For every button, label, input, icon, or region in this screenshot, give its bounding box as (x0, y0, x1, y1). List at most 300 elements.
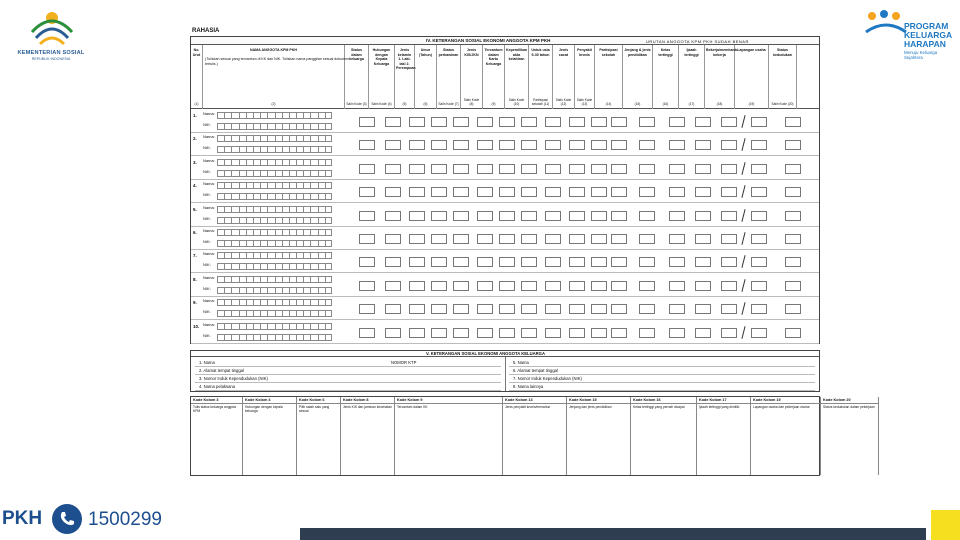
code-column-title: Kode Kolom 4 (243, 397, 296, 404)
code-input-box[interactable] (453, 187, 469, 197)
name-input[interactable] (217, 299, 332, 306)
name-input[interactable] (217, 252, 332, 259)
column-header-code: (17) (688, 102, 695, 106)
row-number: 10. (193, 323, 200, 329)
code-input-box[interactable] (751, 164, 767, 174)
code-input-box[interactable] (431, 140, 447, 150)
nik-input[interactable] (217, 170, 332, 177)
code-input-box[interactable] (695, 164, 711, 174)
code-input-box[interactable] (431, 187, 447, 197)
code-input-box[interactable] (409, 164, 425, 174)
sub-left-field: 4. Nama pelaksana (199, 384, 236, 389)
code-input-box[interactable] (359, 257, 375, 267)
column-header-code: (18) (716, 102, 723, 106)
sub-right-field: 5. Nama (513, 360, 529, 365)
code-input-box[interactable] (477, 257, 493, 267)
column-headers (191, 45, 819, 109)
code-input-box[interactable] (521, 234, 537, 244)
sub-rule (509, 390, 815, 391)
code-input-box[interactable] (477, 281, 493, 291)
code-input-box[interactable] (721, 257, 737, 267)
pkh-form-document (190, 28, 875, 448)
code-input-box[interactable] (611, 234, 627, 244)
column-header-code: Salin Kode (10) (508, 98, 525, 106)
name-label: Nama: (203, 321, 215, 327)
code-column (503, 397, 567, 475)
column-header-code: (19) (748, 102, 755, 106)
code-input-box[interactable] (477, 140, 493, 150)
code-input-box[interactable] (359, 281, 375, 291)
code-input-box[interactable] (477, 211, 493, 221)
code-input-box[interactable] (721, 304, 737, 314)
member-row (191, 179, 819, 203)
code-input-box[interactable] (785, 328, 801, 338)
code-input-box[interactable] (569, 281, 585, 291)
code-input-box[interactable] (409, 140, 425, 150)
code-input-box[interactable] (359, 164, 375, 174)
sub-left-field: 2. Alamat tempat tinggal (199, 368, 244, 373)
nik-label: NIK: (203, 168, 211, 174)
code-input-box[interactable] (669, 328, 685, 338)
code-input-box[interactable] (639, 304, 655, 314)
code-input-box[interactable] (785, 211, 801, 221)
code-column-body: Jenis penyakit kronis/menahun (505, 405, 551, 409)
nik-input[interactable] (217, 263, 332, 270)
code-column-body: Lapangan usaha dari pekerjaan utama (753, 405, 810, 409)
code-input-box[interactable] (669, 117, 685, 127)
code-input-box[interactable] (695, 187, 711, 197)
code-input-box[interactable] (545, 304, 561, 314)
code-input-box[interactable] (359, 140, 375, 150)
code-input-box[interactable] (431, 328, 447, 338)
code-input-box[interactable] (499, 234, 515, 244)
column-header-code: Salin Kode (3) (346, 102, 367, 106)
code-input-box[interactable] (639, 234, 655, 244)
code-input-box[interactable] (385, 187, 401, 197)
code-input-box[interactable] (431, 281, 447, 291)
code-input-box[interactable] (385, 257, 401, 267)
code-input-box[interactable] (591, 187, 607, 197)
code-input-box[interactable] (751, 328, 767, 338)
code-column (341, 397, 395, 475)
column-header-code: Salin Kode (12) (555, 98, 572, 106)
code-input-box[interactable] (521, 164, 537, 174)
code-input-box[interactable] (721, 164, 737, 174)
code-input-box[interactable] (453, 257, 469, 267)
code-input-box[interactable] (669, 281, 685, 291)
member-row (191, 296, 819, 320)
column-header-label: Jenjang & jenis pendidikan (624, 48, 651, 57)
code-input-box[interactable] (499, 328, 515, 338)
row-number: 1. (193, 113, 197, 118)
code-input-box[interactable] (591, 257, 607, 267)
section-right-title: URUTAN ANGGOTA KPM PKH SUDAH BENAR (646, 39, 749, 44)
column-header-code: (9) (491, 102, 496, 106)
code-input-box[interactable] (499, 304, 515, 314)
code-input-box[interactable] (639, 328, 655, 338)
code-input-box[interactable] (453, 234, 469, 244)
code-column-body: Kelas tertinggi yang pernah dicapai (633, 405, 685, 409)
code-column-title: Kode Kolom 19 (751, 397, 820, 404)
code-input-box[interactable] (453, 328, 469, 338)
date-separator (741, 279, 745, 292)
code-input-box[interactable] (721, 117, 737, 127)
code-input-box[interactable] (521, 328, 537, 338)
column-header-6 (415, 45, 437, 109)
code-input-box[interactable] (385, 281, 401, 291)
date-separator (741, 209, 745, 222)
code-input-box[interactable] (431, 304, 447, 314)
code-input-box[interactable] (477, 164, 493, 174)
code-input-box[interactable] (785, 140, 801, 150)
code-input-box[interactable] (751, 257, 767, 267)
code-input-box[interactable] (611, 164, 627, 174)
code-column-body: Ijazah tertinggi yang dimiliki (699, 405, 740, 409)
code-input-box[interactable] (385, 328, 401, 338)
code-input-box[interactable] (785, 117, 801, 127)
sub-nik-label: NOMOR KTP (391, 360, 417, 365)
sub-right-field: 8. Nama lainnya (513, 384, 544, 389)
code-input-box[interactable] (545, 164, 561, 174)
code-column-body: Hubungan dengan kepala keluarga (245, 405, 283, 414)
code-input-box[interactable] (639, 257, 655, 267)
code-input-box[interactable] (359, 328, 375, 338)
sub-right-field: 6. Alamat tempat tinggal (513, 368, 558, 373)
name-input[interactable] (217, 229, 332, 236)
member-row (191, 249, 819, 273)
code-input-box[interactable] (499, 187, 515, 197)
date-separator (741, 255, 745, 268)
kemensos-emblem-icon (22, 6, 82, 50)
code-input-box[interactable] (695, 304, 711, 314)
code-input-box[interactable] (545, 187, 561, 197)
code-input-box[interactable] (359, 117, 375, 127)
code-input-box[interactable] (385, 211, 401, 221)
name-input[interactable] (217, 276, 332, 283)
code-input-box[interactable] (785, 187, 801, 197)
code-input-box[interactable] (751, 281, 767, 291)
name-input[interactable] (217, 112, 332, 119)
code-column (297, 397, 341, 475)
sub-rule (509, 382, 815, 383)
code-column-title: Kode Kolom 17 (697, 397, 750, 404)
sub-rule (195, 390, 501, 391)
code-input-box[interactable] (785, 257, 801, 267)
code-input-box[interactable] (669, 234, 685, 244)
pkh-logo-tagline: Menuju Keluarga Sejahtera (904, 50, 938, 60)
name-label: Nama: (203, 251, 215, 257)
code-input-box[interactable] (499, 257, 515, 267)
code-column-body: Jenis KIS dan jaminan kesehatan (343, 405, 392, 409)
code-column (631, 397, 697, 475)
code-input-box[interactable] (695, 281, 711, 291)
code-input-box[interactable] (477, 187, 493, 197)
code-input-box[interactable] (453, 164, 469, 174)
code-input-box[interactable] (569, 211, 585, 221)
name-label: Nama: (203, 157, 215, 163)
column-header-18 (705, 45, 739, 109)
column-header-label: Status perkawinan (438, 48, 459, 57)
code-input-box[interactable] (499, 281, 515, 291)
name-label: Nama: (203, 111, 215, 116)
code-input-box[interactable] (751, 187, 767, 197)
code-input-box[interactable] (569, 234, 585, 244)
code-input-box[interactable] (545, 140, 561, 150)
column-header-14 (595, 45, 623, 109)
name-input[interactable] (217, 182, 332, 189)
column-header-code: Partisipasi sekolah (11) (531, 98, 550, 106)
name-label: Nama: (203, 181, 215, 187)
code-input-box[interactable] (569, 187, 585, 197)
code-input-box[interactable] (639, 211, 655, 221)
code-input-box[interactable] (545, 257, 561, 267)
code-input-box[interactable] (751, 304, 767, 314)
code-input-box[interactable] (569, 164, 585, 174)
code-input-box[interactable] (409, 187, 425, 197)
column-header-label: Status dalam keluarga (349, 48, 364, 61)
column-header-4 (369, 45, 395, 109)
code-input-box[interactable] (431, 234, 447, 244)
code-input-box[interactable] (521, 117, 537, 127)
code-input-box[interactable] (385, 164, 401, 174)
code-input-box[interactable] (499, 164, 515, 174)
nik-label: NIK: (203, 239, 211, 244)
code-input-box[interactable] (569, 304, 585, 314)
code-input-box[interactable] (639, 281, 655, 291)
code-input-box[interactable] (385, 304, 401, 314)
code-input-box[interactable] (669, 140, 685, 150)
code-input-box[interactable] (611, 187, 627, 197)
code-input-box[interactable] (591, 164, 607, 174)
nik-input[interactable] (217, 146, 332, 153)
phone-icon (52, 504, 82, 534)
code-input-box[interactable] (639, 187, 655, 197)
code-input-box[interactable] (385, 140, 401, 150)
code-input-box[interactable] (751, 140, 767, 150)
code-input-box[interactable] (695, 257, 711, 267)
column-header-label: Hubungan dengan Kepala Keluarga (372, 48, 391, 66)
code-input-box[interactable] (611, 257, 627, 267)
code-column (697, 397, 751, 475)
code-input-box[interactable] (409, 211, 425, 221)
column-header-label: Lapangan usaha (737, 48, 766, 52)
code-input-box[interactable] (721, 328, 737, 338)
code-input-box[interactable] (591, 304, 607, 314)
code-input-box[interactable] (431, 164, 447, 174)
row-number: 3. (193, 159, 197, 165)
code-reference-table (190, 396, 875, 476)
code-input-box[interactable] (477, 117, 493, 127)
code-input-box[interactable] (785, 281, 801, 291)
code-input-box[interactable] (785, 304, 801, 314)
row-number: 9. (193, 300, 197, 306)
column-header-code: (16) (662, 102, 669, 106)
code-input-box[interactable] (431, 211, 447, 221)
name-input[interactable] (217, 135, 332, 142)
code-input-box[interactable] (359, 304, 375, 314)
code-input-box[interactable] (569, 257, 585, 267)
code-input-box[interactable] (751, 211, 767, 221)
code-input-box[interactable] (639, 140, 655, 150)
code-input-box[interactable] (721, 281, 737, 291)
nik-input[interactable] (217, 123, 332, 130)
code-input-box[interactable] (721, 234, 737, 244)
code-input-box[interactable] (611, 117, 627, 127)
column-header-label: No. Urut (192, 48, 201, 57)
code-input-box[interactable] (521, 140, 537, 150)
code-input-box[interactable] (545, 117, 561, 127)
date-separator (741, 326, 745, 339)
code-input-box[interactable] (591, 140, 607, 150)
code-input-box[interactable] (785, 234, 801, 244)
code-input-box[interactable] (409, 234, 425, 244)
code-input-box[interactable] (385, 234, 401, 244)
code-input-box[interactable] (611, 304, 627, 314)
column-header-code: Salin Kode (7) (438, 102, 459, 106)
code-input-box[interactable] (499, 140, 515, 150)
code-input-box[interactable] (409, 257, 425, 267)
code-input-box[interactable] (359, 234, 375, 244)
code-input-box[interactable] (569, 140, 585, 150)
code-input-box[interactable] (695, 117, 711, 127)
code-input-box[interactable] (639, 164, 655, 174)
code-input-box[interactable] (521, 187, 537, 197)
date-separator (741, 232, 745, 245)
code-input-box[interactable] (721, 211, 737, 221)
column-header-11 (529, 45, 553, 109)
code-input-box[interactable] (453, 304, 469, 314)
member-row (191, 203, 819, 227)
code-input-box[interactable] (591, 281, 607, 291)
nik-input[interactable] (217, 193, 332, 200)
column-header-15 (623, 45, 653, 109)
code-input-box[interactable] (611, 328, 627, 338)
column-header-8 (461, 45, 483, 109)
code-input-box[interactable] (477, 234, 493, 244)
code-input-box[interactable] (359, 187, 375, 197)
code-input-box[interactable] (385, 117, 401, 127)
column-header-code: (15) (634, 102, 641, 106)
code-input-box[interactable] (409, 328, 425, 338)
code-column-title: Kode Kolom 13 (503, 397, 566, 404)
kemensos-logo (10, 6, 92, 66)
row-number: 6. (193, 230, 197, 235)
code-column-body: Tulis status keluarga anggota KPM (193, 405, 236, 414)
row-number: 2. (193, 136, 197, 142)
code-input-box[interactable] (785, 164, 801, 174)
sub-left-field: 1. Nama (199, 360, 215, 365)
code-input-box[interactable] (639, 117, 655, 127)
column-header-code: Salin Kode (4) (371, 102, 392, 106)
code-input-box[interactable] (669, 164, 685, 174)
nik-input[interactable] (217, 310, 332, 317)
code-input-box[interactable] (669, 257, 685, 267)
name-input[interactable] (217, 206, 332, 213)
column-header-13 (575, 45, 595, 109)
code-input-box[interactable] (591, 117, 607, 127)
column-header-label: NAMA ANGGOTA KPM PKH (249, 48, 298, 52)
code-input-box[interactable] (453, 211, 469, 221)
code-input-box[interactable] (569, 328, 585, 338)
code-input-box[interactable] (521, 304, 537, 314)
form-title: RAHASIA (192, 28, 220, 34)
code-input-box[interactable] (545, 211, 561, 221)
name-input[interactable] (217, 323, 332, 330)
code-input-box[interactable] (591, 328, 607, 338)
nik-input[interactable] (217, 217, 332, 224)
code-input-box[interactable] (477, 304, 493, 314)
sub-rule (195, 382, 501, 383)
code-input-box[interactable] (751, 234, 767, 244)
code-input-box[interactable] (669, 211, 685, 221)
code-input-box[interactable] (591, 211, 607, 221)
code-input-box[interactable] (453, 117, 469, 127)
code-input-box[interactable] (359, 211, 375, 221)
member-row (191, 320, 819, 344)
column-header-label: Partisipasi sekolah (599, 48, 618, 57)
code-input-box[interactable] (409, 117, 425, 127)
name-column-note: (Tuliskan sesuai yang tercantum di KK dan NIK. Tuliskan nama panggilan sesuai dokumen tertulis.) (205, 57, 350, 66)
code-input-box[interactable] (669, 304, 685, 314)
code-input-box[interactable] (431, 117, 447, 127)
code-input-box[interactable] (695, 234, 711, 244)
nik-label: NIK: (203, 215, 211, 221)
code-input-box[interactable] (545, 234, 561, 244)
code-input-box[interactable] (751, 117, 767, 127)
code-input-box[interactable] (611, 281, 627, 291)
code-column (751, 397, 821, 475)
nik-label: NIK: (203, 309, 211, 315)
code-input-box[interactable] (611, 211, 627, 221)
nik-input[interactable] (217, 334, 332, 341)
code-input-box[interactable] (545, 328, 561, 338)
code-input-box[interactable] (521, 211, 537, 221)
code-input-box[interactable] (409, 304, 425, 314)
code-input-box[interactable] (521, 257, 537, 267)
code-input-box[interactable] (477, 328, 493, 338)
pkh-logo-line3: HARAPAN (904, 39, 946, 49)
code-input-box[interactable] (721, 140, 737, 150)
code-column-title: Kode Kolom 6 (297, 397, 340, 404)
column-header-7 (437, 45, 461, 109)
code-input-box[interactable] (591, 234, 607, 244)
code-input-box[interactable] (453, 281, 469, 291)
code-input-box[interactable] (695, 140, 711, 150)
code-input-box[interactable] (695, 211, 711, 221)
nik-input[interactable] (217, 287, 332, 294)
code-input-box[interactable] (611, 140, 627, 150)
code-input-box[interactable] (409, 281, 425, 291)
code-input-box[interactable] (499, 117, 515, 127)
family-figures-icon (864, 10, 908, 36)
name-input[interactable] (217, 159, 332, 166)
column-header-label: Kelas tertinggi (658, 48, 673, 57)
code-input-box[interactable] (569, 117, 585, 127)
code-input-box[interactable] (721, 187, 737, 197)
code-input-box[interactable] (545, 281, 561, 291)
column-header-10 (505, 45, 529, 109)
pkh-program-logo (860, 10, 956, 62)
code-input-box[interactable] (453, 140, 469, 150)
code-input-box[interactable] (669, 187, 685, 197)
code-input-box[interactable] (499, 211, 515, 221)
code-input-box[interactable] (521, 281, 537, 291)
code-input-box[interactable] (695, 328, 711, 338)
code-input-box[interactable] (431, 257, 447, 267)
nik-input[interactable] (217, 240, 332, 247)
row-number: 4. (193, 183, 197, 189)
column-header-label: Untuk usia 5-30 tahun (531, 48, 550, 57)
